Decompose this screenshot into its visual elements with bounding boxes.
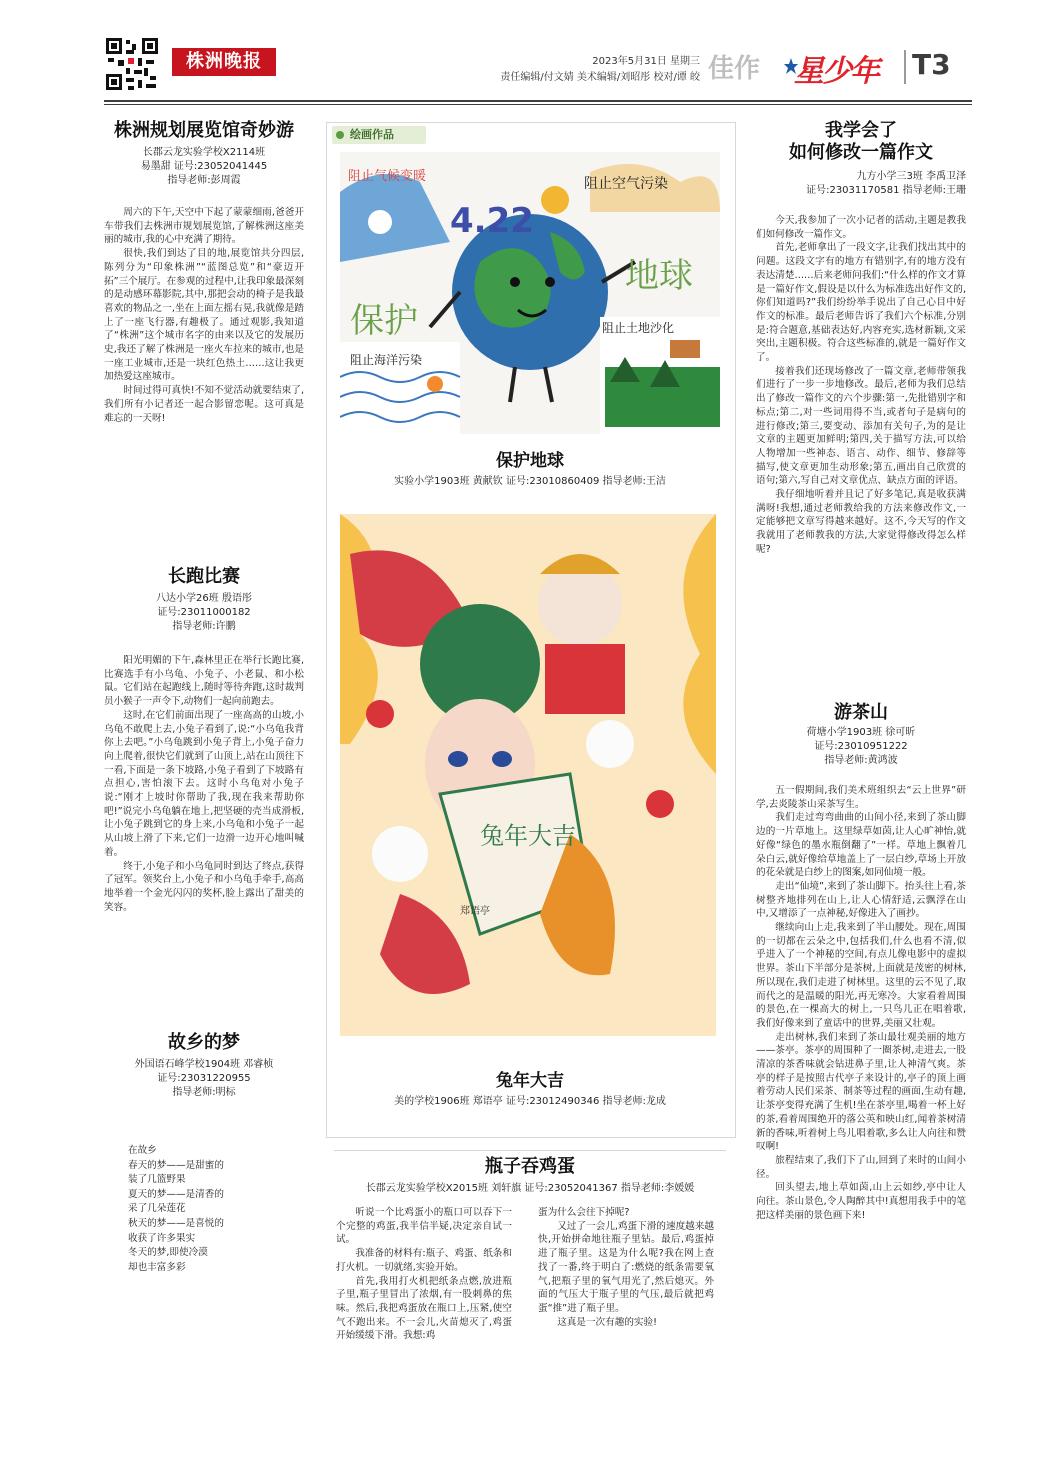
poem-body: 在故乡 春天的梦——是甜蜜的 装了几篮野果 夏天的梦——是清香的 采了几朵莲花 秋天的梦——是喜悦的 收获了许多果实 冬天的梦,即使冷漠 却也丰富多彩 — [128, 1145, 224, 1273]
header-rule — [104, 100, 972, 102]
art-label: 4.22 — [450, 201, 534, 241]
masthead-logo: 株洲晚报 — [172, 48, 276, 76]
artwork-protect-earth — [340, 152, 720, 434]
artwork-title: 兔年大吉 — [496, 1071, 564, 1091]
artwork-title: 保护地球 — [496, 451, 564, 471]
header-rule-thin — [104, 104, 972, 105]
article-body: 五一假期间,我们美术班组织去“云上世界”研学,去炎陵茶山采茶写生。 我们走过弯弯曲曲的山间小径,来到了茶山脚边的一片草地上。这里绿草如茵,让人心旷神怡,就好像“绿色的墨水瓶倒翻了”一样。草地上飘着几朵白云,就好像给草地盖上了一层白纱,草场上开放的花朵就是白纱上的图案,如同仙境一般。 走出“仙境”,来到了茶山脚下。抬头往上看,茶树整齐地排列在山上,让人心情舒适,云飘浮在山中,又增添了一点神秘,好像进入了画抄。 继续向山上走,我来到了半山腰处。现在,周围的一切都在云朵之中,包括我们,什么也看不清,似乎进入了一个神秘的空间,有点儿像电影中的虚拟世界。茶山下半部分是茶树,上面就是茂密的树林,所以现在,我们走进了树林里。这里的云不见了,取而代之的是温暖的阳光,再无寒冷。大家看着周围的景色,在一棵高大的树上,一只鸟儿正在唱着歌,我们好像来到了童话中的世界,美丽又壮观。 走出树林,我们来到了茶山最壮观美丽的地方——茶亭。茶亭的周围种了一圈茶树,走进去,一股清凉的茶香味就会钻进鼻子里,让人神清气爽。茶亭的样子是按照古代亭子来设计的,亭子的顶上画着劳动人民们采茶、制茶等过程的画面,生动有趣,让茶亭变得充满了生机!坐在茶亭里,喝着一杯上好的茶,看着周围绝开的落公英和映山红,闻着茶树清新的香味,听着树上鸟儿唱着歌,多么让人向往和赞叹啊! 旅程结束了,我们下了山,回到了来时的山间小径。 回头望去,地上草如茵,山上云如纱,亭中让人向往。茶山景色,令人陶醉其中!真想用我手中的笔把这样美丽的景色画下来! — [756, 785, 966, 1221]
article-title: 故乡的梦 — [168, 1032, 240, 1053]
artwork-credit: 美的学校1906班 郑语亭 证号:23012490346 指导老师:龙成 — [394, 1096, 666, 1107]
art-label: 阻止气候变暖 — [348, 169, 427, 184]
article-byline: 外国语石峰学校1904班 邓睿桢 证号:23031220955 指导老师:明标 — [134, 1059, 274, 1098]
header-divider — [904, 50, 906, 84]
article-title: 游茶山 — [834, 702, 888, 723]
qr-code — [104, 36, 160, 92]
article-body-left: 听说一个比鸡蛋小的瓶口可以吞下一个完整的鸡蛋,我半信半疑,决定亲自试一试。 我准备的材料有:瓶子、鸡蛋、纸条和打火机。一切就绪,实验开始。 首先,我用打火机把纸条点燃,放进瓶子里,瓶子里冒出了浓烟,有一股刺鼻的焦味。然后,我把鸡蛋放在瓶口上,压紧,使空气不跑出来。不一会儿,火苗熄灭了,鸡蛋开始缓缓下滑。我想:鸡 — [336, 1207, 512, 1342]
camel-shape — [670, 340, 700, 358]
article-body: 今天,我参加了一次小记者的活动,主题是教我们如何修改一篇作文。 首先,老师拿出了一段文字,让我们找出其中的问题。这段文字有的地方有错别字,有的地方没有表达清楚……后来老师问我们:“什么样的作文才算是一篇好作文,假设是以什么为标准选出好作文的,你们知道吗?”我们纷纷举手说出了自己心目中好作文的标准。最后老师告诉了我们六个标准,分别是:符合题意,基础表达好,内容充实,选材新颖,文采突出,主题积极。符合这些标准的,就是一篇好作文了。 接着我们还现场修改了一篇文章,老师带领我们进行了一步一步地修改。最后,老师为我们总结出了修改一篇作文的六个步骤:第一,先批错别字和标点;第二,对一些词用得不当,或者句子是病句的进行修改;第三,要变动、添加有关句子,为的是让文章的主题更加鲜明;第四,关于描写方法,可以给人物增加一些神态、语言、动作、细节、修辞等描写,使文章更加生动形象;第五,画出自己欣赏的语句;第六,写自己对文章优点、缺点方面的评语。 我仔细地听着并且记了好多笔记,真是收获满满呀!我想,通过老师教给我的方法来修改作文,一定能够把文章写得越来越好。这不,今天写的作文我就用了老师教我的方法,大家觉得修改得怎么样呢? — [756, 215, 966, 555]
article-title: 我学会了 如何修改一篇作文 — [789, 120, 933, 163]
art-label: 兔年大吉 — [480, 822, 576, 850]
article-title: 瓶子吞鸡蛋 — [485, 1156, 575, 1177]
article-byline: 九方小学三3班 李禹卫泽 证号:23031170581 指导老师:王珊 — [806, 171, 966, 196]
section-divider — [334, 1150, 726, 1151]
page-number: T3 — [912, 48, 951, 81]
article-byline: 长郡云龙实验学校X2015班 刘轩旗 证号:23052041367 指导老师:李媛媛 — [365, 1183, 695, 1194]
article-title: 长跑比赛 — [168, 566, 240, 587]
art-label: 保护 — [350, 301, 418, 341]
section-name: 佳作 — [708, 54, 761, 84]
article-byline: 八达小学26班 殷语彤 证号:23011000182 指导老师:许鹏 — [156, 593, 252, 632]
article-body-right: 蛋为什么会往下掉呢? 又过了一会儿,鸡蛋下滑的速度越来越快,开始拼命地往瓶子里钻。最后,鸡蛋掉进了瓶子里。这是为什么呢?我在网上查找了一番,终于明白了:燃烧的纸条需要氧气,把瓶子里的氧气用光了,然后熄灭。外面的气压大于瓶子里的气压,最后就把鸡蛋“推”进了瓶子里。 这真是一次有趣的实验! — [538, 1207, 714, 1328]
section-tag: 绘画作品 — [332, 126, 426, 144]
article-byline: 长郡云龙实验学校X2114班 易墨甜 证号:23052041445 指导老师:彭周霞 — [140, 147, 268, 186]
article-byline: 荷塘小学1903班 徐可昕 证号:23010951222 指导老师:黄鸿波 — [806, 727, 916, 766]
art-label: 阻止土地沙化 — [602, 321, 675, 335]
issue-date: 2023年5月31日 星期三 — [592, 56, 700, 67]
brand-logo — [780, 44, 900, 94]
art-label: 阻止海洋污染 — [350, 353, 423, 367]
artwork-credit: 实验小学1903班 黄献钦 证号:23010860409 指导老师:王洁 — [394, 476, 666, 487]
art-signature: 郑语亭 — [460, 906, 490, 917]
article-body: 阳光明媚的下午,森林里正在举行长跑比赛,比赛选手有小乌龟、小兔子、小老鼠、和小松鼠。它们站在起跑线上,随时等待奔跑,这时裁判员小猴子一声令下,动物们一起向前跑去。 这时,在它们前面出现了一座高高的山坡,小乌龟不敢爬上去,小兔子看到了,说:“小乌龟我背你上去吧。”小乌龟跳到小兔子背上,小兔子奋力向上爬着,很快它们就到了山顶上,站在山顶往下一看,下面是一条下坡路,小兔子看到了下坡路有点担心,害怕滚下去。这时小乌龟对小兔子说:“刚才上坡时你帮助了我,现在我来帮助你吧!”说完小乌龟躺在地上,把坚硬的壳当成滑板,让小兔子跳到它的身上来,小乌龟和小兔子一起从山坡上滑了下来,它们一边滑一边开心地叫喊着。 终于,小兔子和小乌龟同时到达了终点,获得了冠军。领奖台上,小兔子和小乌龟手牵手,高高地举着一个金光闪闪的奖杯,脸上露出了甜美的笑容。 — [104, 655, 304, 913]
article-body: 周六的下午,天空中下起了蒙蒙细雨,爸爸开车带我们去株洲市规划展览馆,了解株洲这座美丽的城市,我的心中充满了期待。 很快,我们到达了目的地,展览馆共分四层,陈列分为“印象株洲”“蓝图总览”和“豪迈开拓”三个展厅。在参观的过程中,让我印象最深刻的是动感环幕影院,其中,那把会动的椅子是我最喜欢的物品之一,坐在上面左摇右晃,我就像是踏上了一座飞行器,有趣极了。通过观影,我知道了“株洲”这个城市名字的由来以及它的发展历史,我还了解了株洲是一座火车拉来的城市,也是一座工业城市,还是一块红色热土……这让我更加热爱这座城市。 时间过得可真快!不知不觉活动就要结束了,我们所有小记者还一起合影留恋呢。这可真是难忘的一天呀! — [104, 207, 304, 424]
editor-credits: 责任编辑/付文婧 美术编辑/刘昭彤 校对/谭 皎 — [500, 72, 700, 83]
tag-dot-icon — [336, 131, 344, 139]
brand-wordmark: 星少年 — [794, 54, 878, 89]
art-label: 阻止空气污染 — [584, 176, 668, 192]
rabbit-god — [538, 562, 622, 646]
art-label: 地球 — [625, 256, 693, 296]
article-title: 株洲规划展览馆奇妙游 — [114, 120, 294, 141]
artwork-rabbit-year — [340, 514, 716, 1036]
sun-icon — [541, 186, 569, 214]
